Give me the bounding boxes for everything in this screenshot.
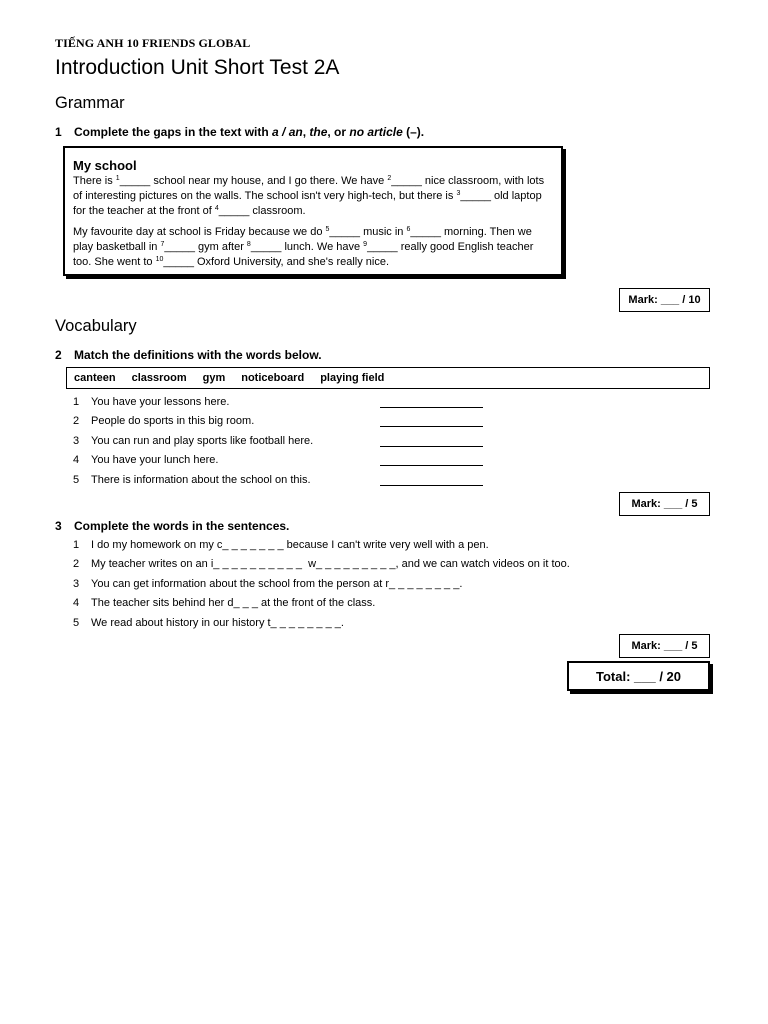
paragraph-2: My favourite day at school is Friday because we do $^5$_____ music in $^6$_____ morning. Then we play basketball in $^7$_____ gym after $^8$_____ lunch. We have $^9$_____ really good English teacher too. She went to $^{10}$_____ Oxford University, and she's really nice. — [73, 226, 534, 268]
option-no-article: no article — [349, 125, 403, 139]
mark-box-q2: Mark: ___ / 5 — [619, 492, 710, 516]
series-title: TIẾNG ANH 10 FRIENDS GLOBAL — [55, 36, 251, 50]
answer-line[interactable] — [380, 446, 483, 447]
list-item: 5 There is information about the school on this. — [73, 470, 313, 490]
question-number: 1 — [55, 125, 62, 139]
word-item: noticeboard — [241, 372, 305, 384]
option-a-an: a / an — [272, 125, 303, 139]
list-item: 1 I do my homework on my c_ _ _ _ _ _ _ because I can't write very well with a pen. — [73, 538, 489, 551]
question-1-instruction: 1 Complete the gaps in the text with a / an, the, or no article (–). — [55, 125, 425, 139]
question-3-instruction: 3 Complete the words in the sentences. — [55, 519, 290, 533]
answer-line[interactable] — [380, 465, 483, 466]
mark-box-q1: Mark: ___ / 10 — [619, 288, 710, 312]
mark-box-q3: Mark: ___ / 5 — [619, 634, 710, 658]
list-item: 2 People do sports in this big room. — [73, 412, 313, 432]
question-number: 3 — [55, 519, 62, 533]
option-the: the — [309, 125, 328, 139]
total-box: Total: ___ / 20 — [567, 661, 710, 691]
question-2-list — [73, 392, 313, 490]
list-item: 4 You have your lunch here. — [73, 451, 313, 471]
answer-line[interactable] — [380, 426, 483, 427]
list-item: 4 The teacher sits behind her d_ _ _ at the front of the class. — [73, 597, 376, 610]
question-3-list — [73, 535, 570, 633]
answer-line[interactable] — [380, 485, 483, 486]
question-2-instruction: 2 Match the definitions with the words below. — [55, 348, 322, 362]
question-number: 2 — [55, 348, 62, 362]
list-item: 3 You can get information about the school from the person at r_ _ _ _ _ _ _ _. — [73, 577, 463, 590]
list-item: 2 My teacher writes on an i_ _ _ _ _ _ _ _ _ _ w_ _ _ _ _ _ _ _ _, and we can watch videos on it too. — [73, 558, 570, 571]
paragraph-1: There is $^1$_____ school near my house, and I go there. We have $^2$_____ nice classroom, with lots of interesting pictures on the walls. The school isn't very high-tech, but there is $^3$_____ old laptop for the teacher at the front of $^4$_____ classroom. — [73, 175, 545, 217]
word-box — [66, 367, 710, 389]
list-item: 3 You can run and play sports like football here. — [73, 431, 313, 451]
list-item: 5 We read about history in our history t_ _ _ _ _ _ _ _. — [73, 616, 344, 629]
text-box-my-school — [63, 146, 563, 276]
text-box-title: My school — [73, 158, 137, 173]
word-item: canteen — [74, 372, 116, 384]
list-item: 1 You have your lessons here. — [73, 392, 313, 412]
page-title: Introduction Unit Short Test 2A — [55, 56, 340, 79]
grammar-heading: Grammar — [55, 94, 125, 112]
vocabulary-heading: Vocabulary — [55, 317, 137, 335]
word-item: classroom — [131, 372, 187, 384]
word-item: playing field — [320, 372, 385, 384]
answer-line[interactable] — [380, 407, 483, 408]
word-item: gym — [202, 372, 226, 384]
